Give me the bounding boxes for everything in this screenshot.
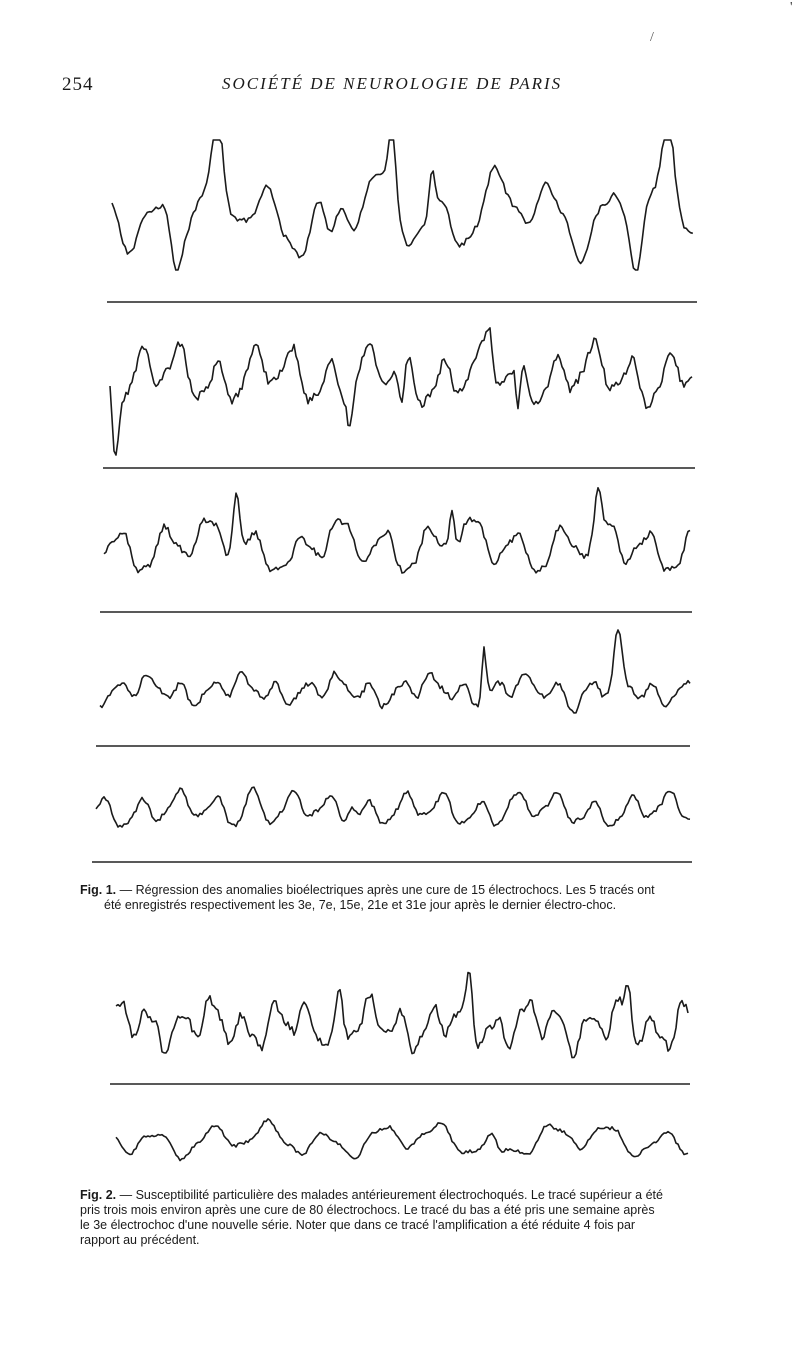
figure-2-caption <box>80 1188 740 1248</box>
fig1-trace-1 <box>112 140 693 270</box>
corner-mark: / <box>650 30 654 45</box>
fig2-trace-2 <box>116 1119 688 1161</box>
fig1-trace-5 <box>96 787 690 827</box>
figure-2-caption-line-2: pris trois mois environ après une cure de 80 électrochocs. Le tracé du bas a été pris une semaine après <box>80 1203 655 1217</box>
page-number: 254 <box>62 74 94 95</box>
running-title: SOCIÉTÉ DE NEUROLOGIE DE PARIS <box>222 74 563 93</box>
fig1-trace-4 <box>100 630 690 713</box>
figure-1-caption <box>80 883 740 913</box>
figure-2-label: Fig. 2. <box>80 1188 117 1202</box>
fig1-trace-3 <box>104 488 690 573</box>
figure-2-caption-line-4: rapport au précédent. <box>80 1233 200 1247</box>
figure-2-caption-line-1: — Susceptibilité particulière des malades antérieurement électrochoqués. Le tracé supérieur a été <box>116 1188 663 1202</box>
fig2-trace-1 <box>116 973 688 1058</box>
figure-1-caption-line-1: — Régression des anomalies bioélectriques après une cure de 15 électrochocs. Les 5 tracés ont <box>116 883 655 897</box>
figure-1-label: Fig. 1. <box>80 883 117 897</box>
figure-2-caption-line-3: le 3e électrochoc d'une nouvelle série. Noter que dans ce tracé l'amplification a été réduite 4 fois par <box>80 1218 636 1232</box>
figure-1 <box>92 140 697 862</box>
figure-2 <box>110 973 690 1161</box>
edge-mark: ' <box>790 0 793 15</box>
figure-1-caption-line-2: été enregistrés respectivement les 3e, 7e, 15e, 21e et 31e jour après le dernier électro-choc. <box>104 898 617 912</box>
fig1-trace-2 <box>110 328 692 455</box>
